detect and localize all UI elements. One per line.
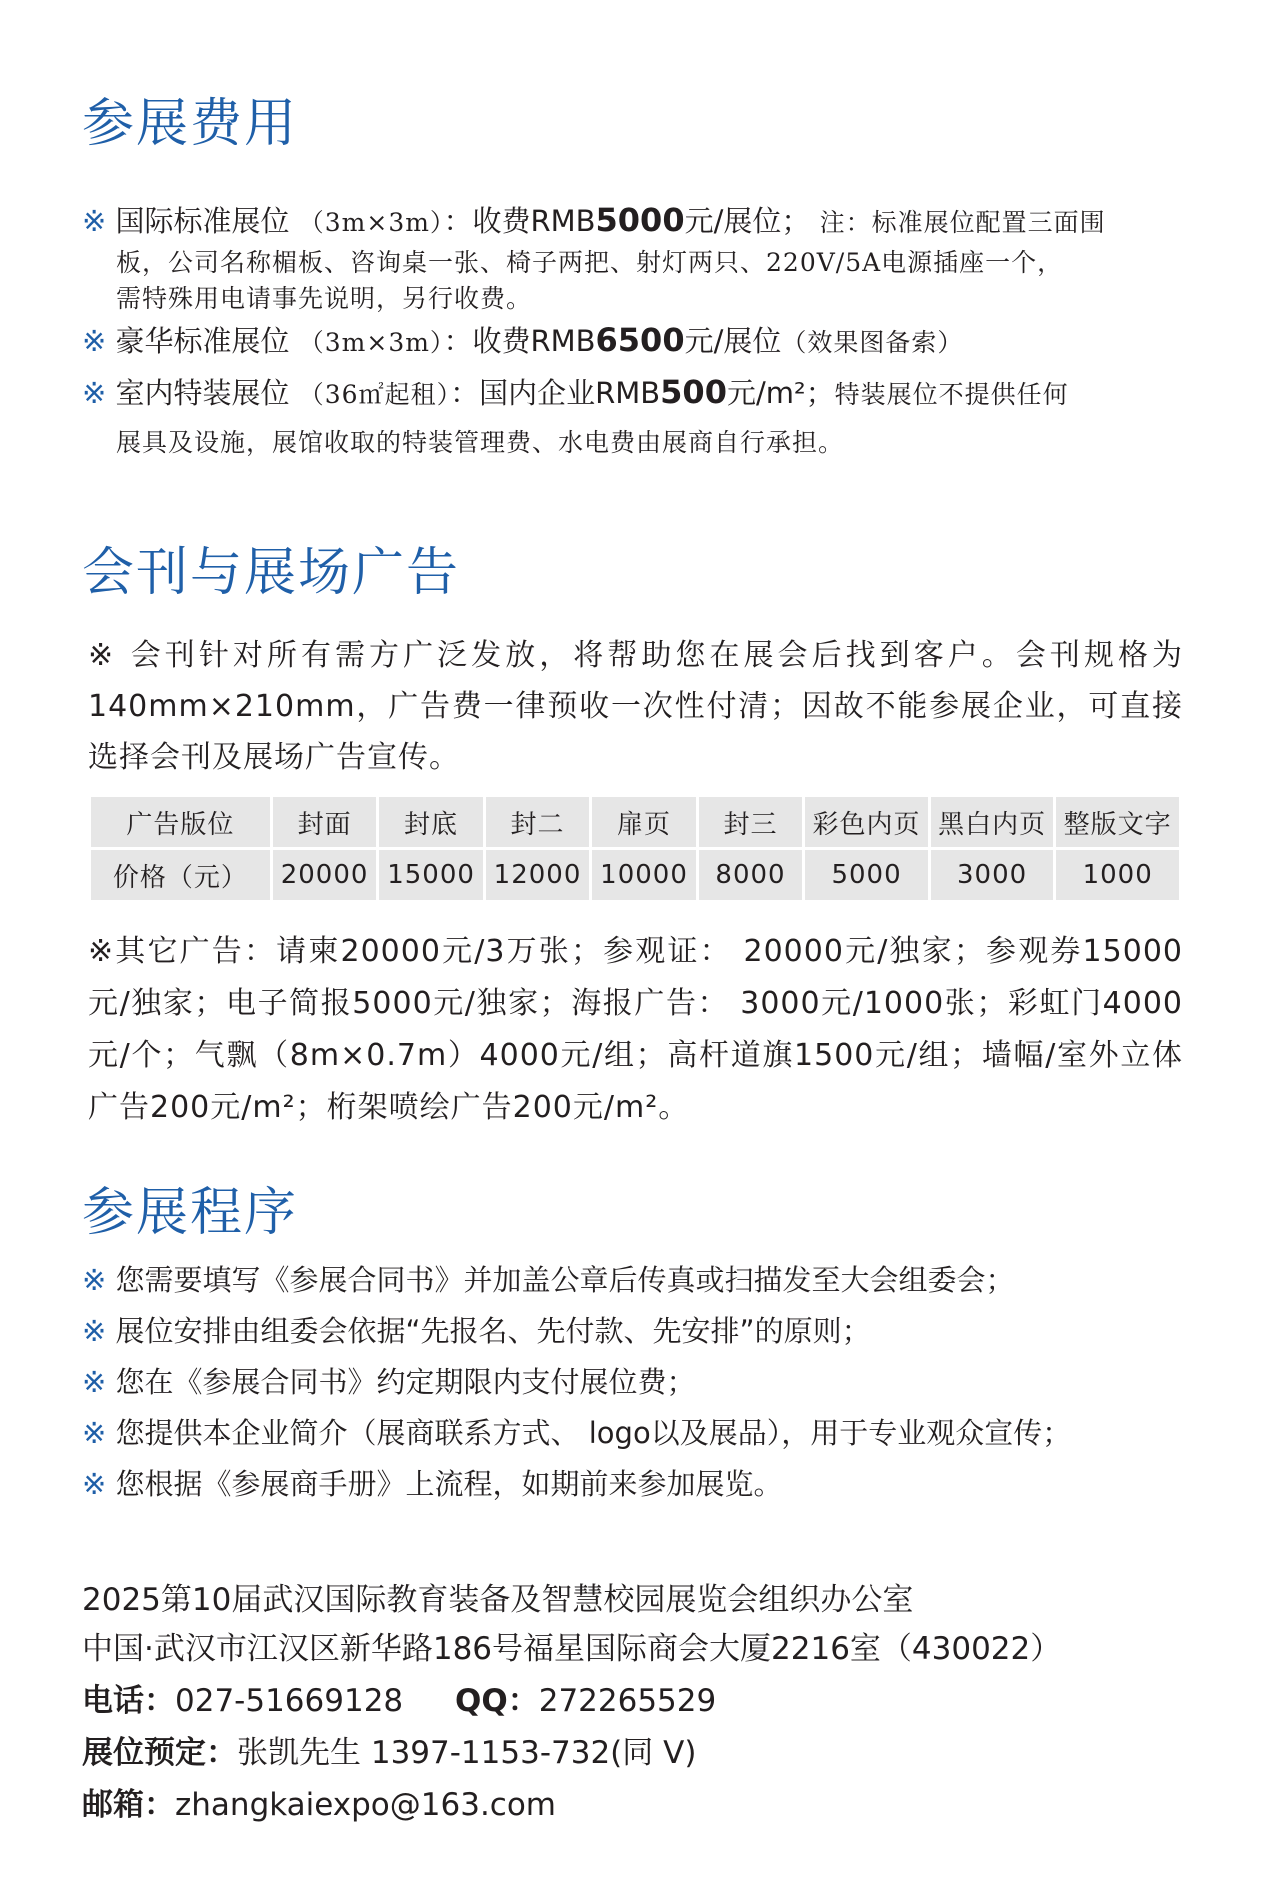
table-cell: 20000 (273, 850, 376, 900)
table-cell: 3000 (931, 850, 1054, 900)
fee-item-international-standard (82, 202, 1192, 241)
other-ads-paragraph: ※其它广告：请柬20000元/3万张；参观证： 20000元/独家；参观券15000元/独家；电子简报5000元/独家；海报广告： 3000元/1000张；彩虹门4000元/个；气飘（8m×0.7m）4000元/组；高杆道旗1500元/组；墙幅/室外立体广告200元/m²；桁架喷绘广告200元/m²。 (88, 934, 1183, 1125)
booth-price: 5000 (595, 201, 685, 239)
reference-mark-icon: ※ (82, 324, 107, 358)
booking-line (82, 1733, 696, 1773)
table-header-cell: 彩色内页 (805, 797, 928, 850)
reference-mark-icon: ※ (82, 1467, 107, 1501)
procedure-step (82, 1260, 1015, 1300)
organizer-name: 2025第10届武汉国际教育装备及智慧校园展览会组织办公室 (82, 1582, 914, 1618)
table-row (91, 850, 1179, 900)
phone-line (82, 1681, 403, 1721)
ads-title: 会刊与展场广告 (82, 543, 461, 603)
phone-number: 027-51669128 (175, 1683, 404, 1719)
step-text: 展位安排由组委会依据“先报名、先付款、先安排”的原则； (115, 1314, 871, 1348)
qq-line (455, 1681, 716, 1721)
step-text: 您需要填写《参展合同书》并加盖公章后传真或扫描发至大会组委会； (115, 1263, 1015, 1297)
reference-mark-icon: ※ (82, 1365, 107, 1399)
reference-mark-icon: ※ (82, 204, 107, 238)
charge-prefix: ：国内企业RMB (450, 376, 661, 410)
booth-size: （3m×3m） (298, 208, 444, 237)
booth-price: 500 (660, 373, 727, 411)
charge-suffix: 元/展位； (684, 204, 811, 238)
procedure-title: 参展程序 (82, 1183, 299, 1243)
table-header-row (91, 797, 1179, 850)
table-header-cell: 封二 (486, 797, 589, 850)
booth-note-line: 需特殊用电请事先说明，另行收费。 (116, 284, 533, 313)
table-header-cell: 扉页 (592, 797, 695, 850)
procedure-step (82, 1413, 1071, 1453)
email-line (82, 1785, 556, 1825)
reference-mark-icon: ※ (82, 1263, 107, 1297)
charge-prefix: ：收费RMB (443, 324, 596, 358)
fee-item-indoor-special (82, 374, 1192, 413)
booth-type-name: 国际标准展位 (115, 204, 290, 238)
procedure-step (82, 1311, 871, 1351)
booth-note-line: 板，公司名称楣板、咨询桌一张、椅子两把、射灯两只、220V/5A电源插座一个， (116, 248, 1064, 277)
fees-title: 参展费用 (82, 94, 299, 154)
table-header-cell: 封底 (379, 797, 482, 850)
table-cell: 10000 (592, 850, 695, 900)
step-text: 您根据《参展商手册》上流程，如期前来参加展览。 (115, 1467, 783, 1501)
table-cell: 1000 (1056, 850, 1179, 900)
table-cell: 5000 (805, 850, 928, 900)
booth-note: 注：标准展位配置三面围 (819, 208, 1106, 237)
qq-label: QQ： (455, 1683, 539, 1719)
reference-mark-icon: ※ (82, 376, 107, 410)
table-header-cell: 整版文字 (1056, 797, 1179, 850)
booking-label: 展位预定： (82, 1735, 237, 1771)
phone-label: 电话： (82, 1683, 175, 1719)
email-label: 邮箱： (82, 1787, 175, 1823)
ad-price-table (88, 797, 1182, 900)
table-cell: 12000 (486, 850, 589, 900)
procedure-step (82, 1464, 783, 1504)
charge-suffix: 元/展位 (684, 324, 782, 358)
table-header-cell: 封三 (699, 797, 802, 850)
fee-item-luxury-standard (82, 322, 1192, 361)
step-text: 您提供本企业简介（展商联系方式、 logo以及展品），用于专业观众宣传； (115, 1416, 1072, 1450)
table-cell: 8000 (699, 850, 802, 900)
table-cell: 15000 (379, 850, 482, 900)
qq-number: 272265529 (538, 1683, 717, 1719)
organizer-address: 中国·武汉市江汉区新华路186号福星国际商会大厦2216室（430022） (82, 1631, 1062, 1667)
booth-type-name: 豪华标准展位 (115, 324, 290, 358)
reference-mark-icon: ※ (82, 1416, 107, 1450)
step-text: 您在《参展合同书》约定期限内支付展位费； (115, 1365, 696, 1399)
booth-note-line: 展具及设施，展馆收取的特装管理费、水电费由展商自行承担。 (116, 428, 845, 457)
ads-intro-paragraph: ※ 会刊针对所有需方广泛发放，将帮助您在展会后找到客户。会刊规格为140mm×210mm，广告费一律预收一次性付清；因故不能参展企业，可直接选择会刊及展场广告宣传。 (88, 638, 1183, 775)
reference-mark-icon: ※ (82, 1314, 107, 1348)
procedure-step (82, 1362, 696, 1402)
booth-type-name: 室内特装展位 (115, 376, 290, 410)
charge-suffix: 元/m²； (726, 376, 835, 410)
booth-note: 特装展位不提供任何 (834, 380, 1069, 409)
booth-price: 6500 (595, 321, 685, 359)
booth-note: （效果图备索） (781, 328, 964, 357)
charge-prefix: ：收费RMB (443, 204, 596, 238)
table-header-cell: 封面 (273, 797, 376, 850)
booth-size: （3m×3m） (298, 328, 444, 357)
table-header-cell: 广告版位 (91, 797, 270, 850)
table-cell: 价格（元） (91, 850, 270, 900)
email-address: zhangkaiexpo@163.com (175, 1787, 557, 1823)
table-header-cell: 黑白内页 (931, 797, 1054, 850)
booking-contact: 张凯先生 1397-1153-732(同 V) (237, 1735, 697, 1771)
booth-size: （36㎡起租） (298, 380, 451, 409)
